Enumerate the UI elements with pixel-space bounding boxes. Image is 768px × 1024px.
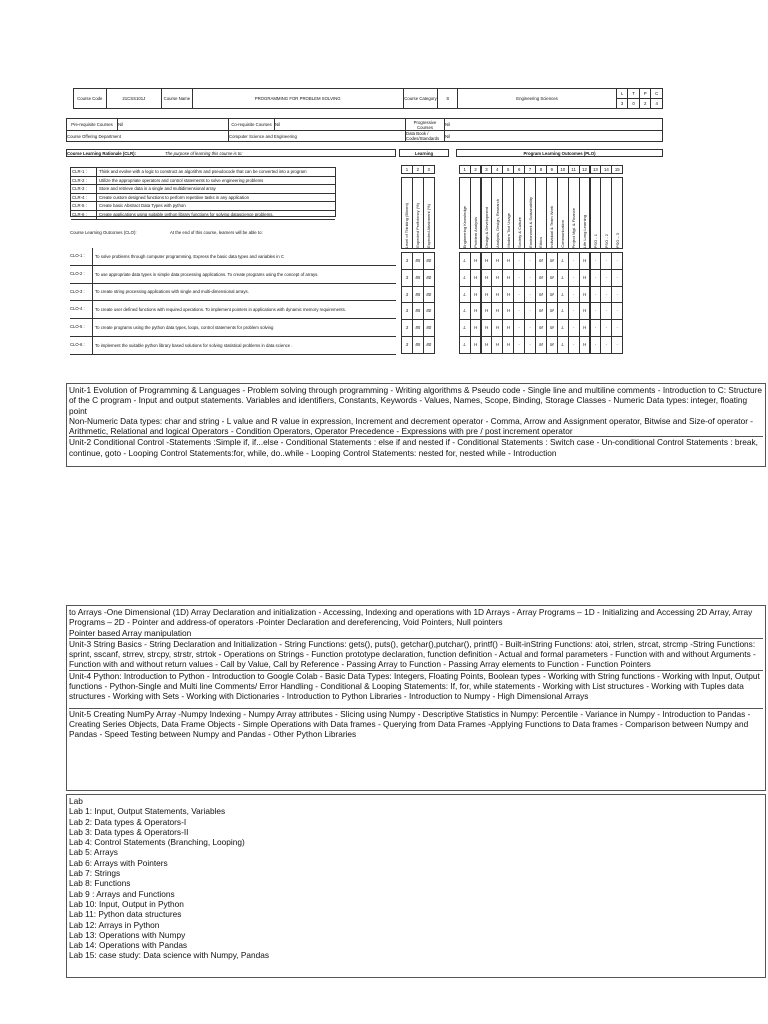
clr-text: Utilize the appropriate operators and control statements to solve engineering problems [99, 177, 264, 183]
clo-id: CLO-4 : [70, 301, 93, 318]
plo-value: - [590, 336, 602, 354]
learning-value: 3 [401, 319, 413, 337]
plo-value: M [546, 252, 558, 270]
lab-item: Lab 9 : Arrays and Functions [69, 888, 175, 899]
plo-value: - [513, 252, 525, 270]
clo-id: CLO-1 : [70, 248, 93, 265]
plo-value: H [491, 252, 503, 270]
clo-text: To solve problems through computer programming. Express the basic data types and variables in C [95, 253, 284, 259]
plo-value: M [535, 286, 547, 304]
clo-row [70, 337, 396, 355]
lab-item: Lab 1: Input, Output Statements, Variables [69, 806, 226, 817]
plo-value: M [535, 336, 547, 354]
learning-header: Learning [399, 149, 449, 157]
unit-4-text: Unit-4 Python: Introduction to Python - Introduction to Google Colab - Basic Data Types: Integers, Floating Points, Boolean types - Working with String functions - Working with Input, Output functions - Python-Single and Multi line Comments/ Error Handling - Conditional & Looping Statements: If, for, while statements - Working with List structures - Working with Tuples data structures - Working with Sets - Working with Dictionaries - Introduction to Python Libraries - Introduction to Numpy - High Dimensional Arrays [69, 670, 763, 702]
plo-value: - [611, 252, 623, 270]
plo-value: L [557, 252, 569, 270]
lab-item: Lab 3: Data types & Operators-II [69, 826, 189, 837]
plo-value: H [491, 336, 503, 354]
clo-id: CLO-5 : [70, 319, 93, 336]
plo-value: - [590, 269, 602, 287]
plo-value: - [524, 319, 536, 337]
plo-value: H [579, 302, 591, 320]
plo-value: - [568, 302, 580, 320]
lab-item: Lab 13: Operations with Numpy [69, 929, 186, 940]
clr-text: Think and evolve with a logic to construct an algorithm and pseudocode that can be converted into a program [99, 169, 307, 174]
plo-value: H [491, 286, 503, 304]
databook-label: Data Book / Codes/Standards [406, 131, 445, 142]
course-category-label: Course Category [403, 89, 438, 109]
plo-value: L [557, 319, 569, 337]
unit-2-tail-text: Pointer based Array manipulation [69, 627, 192, 638]
offering-department-value: Computer Science and Engineering [229, 131, 406, 142]
plo-heading-text: Life Long Learning [582, 214, 588, 248]
plo-col-number: 15 [611, 165, 623, 174]
databook-value: Nil [445, 131, 663, 142]
progressive-label: Progressive Courses [406, 119, 445, 131]
plo-value: M [535, 252, 547, 270]
plo-value: H [481, 302, 493, 320]
coreq-value: Nil [275, 119, 406, 131]
progressive-value: Nil [445, 119, 663, 131]
lab-item: Lab 5: Arrays [69, 847, 118, 858]
plo-value: L [459, 336, 471, 354]
plo-value: - [524, 336, 536, 354]
plo-col-number: 12 [579, 165, 591, 174]
unit-2-continued-text: to Arrays -One Dimensional (1D) Array Declaration and initialization - Accessing, Indexing and operations with 1D Arrays - Array Programs – 1D - Initializing and Accessing 2D Array, Array Programs – 2D - Pointer and address-of operators -Pointer Declaration and dereferencing, Void Pointers, Null pointers [69, 607, 753, 628]
clr-row [71, 168, 335, 177]
plo-value: - [600, 319, 612, 337]
plo-heading-text: Communication [560, 220, 566, 248]
lab-item: Lab 4: Control Statements (Branching, Looping) [69, 837, 245, 848]
plo-value: - [600, 252, 612, 270]
plo-value: M [546, 319, 558, 337]
clo-label-row [70, 230, 290, 235]
clr-text: Create applications using suitable python library functions for solving datascience problems. [99, 211, 274, 217]
clr-text: Create custom designed functions to perform repetitive tasks in any application [99, 194, 249, 200]
plo-value: - [590, 252, 602, 270]
plo-value: - [513, 286, 525, 304]
plo-col-number: 3 [481, 165, 493, 174]
plo-heading-text: PSO – 3 [614, 232, 620, 248]
plo-value: L [459, 269, 471, 287]
plo-value: L [557, 269, 569, 287]
clr-id: CLR-5 : [71, 202, 97, 210]
course-header-table [73, 88, 663, 109]
unit-1-continued-text: Non-Numeric Data types: char and string - L value and R value in expression, Increment and decrement operator - Comma, Arrow and Assignment operator, Bitwise and Size-of operator - Arithmetic, Relational and logical Operators - Condition Operators, Operator Precedence - Expressions with pre / post increment operator [69, 415, 754, 437]
plo-heading-text: Design & Development [483, 207, 489, 248]
clr-row [71, 177, 335, 186]
learning-value: 80 [423, 286, 435, 304]
plo-heading-text: PSO - 2 [603, 233, 609, 248]
plo-value: H [481, 286, 493, 304]
plo-heading-text: Problem Analysis [473, 217, 479, 248]
course-code-label: Course Code [74, 89, 107, 109]
learning-col-number: 2 [412, 165, 424, 174]
plo-value: - [611, 336, 623, 354]
plo-heading-text: Environment & Sustainability [527, 197, 533, 248]
plo-value: - [590, 302, 602, 320]
plo-value: - [611, 319, 623, 337]
clo-row [70, 301, 396, 319]
plo-col-number: 10 [557, 165, 569, 174]
ltpc-value-p: 2 [639, 99, 651, 109]
plo-value: M [546, 269, 558, 287]
plo-col-number: 1 [459, 165, 471, 174]
lab-item: Lab 10: Input, Output in Python [69, 898, 184, 909]
learning-value: 85 [412, 286, 424, 304]
plo-value: L [459, 252, 471, 270]
plo-heading-text: Engineering Knowledge [462, 205, 468, 248]
lab-title: Lab [69, 796, 83, 806]
plo-value: - [611, 286, 623, 304]
lab-item: Lab 11: Python data structures [69, 909, 182, 920]
clr-rationale-header [66, 149, 396, 157]
plo-value: - [568, 336, 580, 354]
lab-list-box [66, 794, 766, 978]
plo-value: - [611, 269, 623, 287]
clr-rationale-label: Course Learning Rationale (CLR): [67, 151, 136, 156]
plo-col-number: 7 [524, 165, 536, 174]
learning-col-heading [423, 177, 435, 249]
plo-value: - [611, 302, 623, 320]
lab-item: Lab 8: Functions [69, 878, 131, 889]
clr-id: CLR-1 : [71, 168, 97, 176]
plo-value: M [535, 302, 547, 320]
lab-item: Lab 7: Strings [69, 868, 121, 879]
plo-value: H [502, 336, 514, 354]
plo-value: H [579, 336, 591, 354]
ltpc-label-t: T [628, 89, 640, 99]
plo-value: H [579, 286, 591, 304]
prereq-value: Nil [118, 119, 229, 131]
plo-value: H [470, 252, 482, 270]
lab-item: Lab 6: Arrays with Pointers [69, 857, 168, 868]
ltpc-value-l: 3 [616, 99, 628, 109]
clo-text: To create user defined functions with required operations. To implement pointers in applications with dynamic memory requirements. [95, 307, 346, 313]
learning-value: 3 [401, 302, 413, 320]
clr-list [70, 167, 336, 217]
clo-text: To implement the suitable python library based solutions for solving statistical problems in data science . [95, 342, 293, 348]
learning-value: 80 [423, 269, 435, 287]
clo-text-list [70, 248, 396, 355]
learning-value: 3 [401, 252, 413, 270]
clo-value-row [399, 319, 664, 336]
plo-value: H [502, 269, 514, 287]
lab-item: Lab 12: Arrays in Python [69, 919, 160, 930]
learning-heading-text: Expected Proficiency (%) [415, 203, 421, 248]
plo-value: H [481, 319, 493, 337]
ltpc-label-l: L [616, 89, 628, 99]
plo-value: H [502, 286, 514, 304]
learning-value: 85 [412, 269, 424, 287]
ltpc-value-c: 4 [651, 99, 663, 109]
plo-col-number: 2 [470, 165, 482, 174]
plo-col-number: 11 [568, 165, 580, 174]
plo-col-number: 5 [502, 165, 514, 174]
offering-department-label: Course Offering Department [67, 131, 229, 142]
clo-value-row [399, 336, 664, 353]
plo-value: H [481, 336, 493, 354]
plo-value: H [491, 269, 503, 287]
plo-value: L [557, 302, 569, 320]
clr-rationale-text: The purpose of learning this course is to: [165, 151, 243, 156]
coreq-label: Co-requisite Courses [229, 119, 275, 131]
clr-id: CLR-6 : [71, 211, 97, 219]
clo-label: Course Learning Outcomes (CLO): [70, 230, 137, 235]
plo-value: L [557, 336, 569, 354]
plo-value: M [546, 336, 558, 354]
clr-row [71, 194, 335, 203]
learning-heading-text: Level of Thinking (Bloom) [404, 202, 410, 248]
clo-value-row [399, 302, 664, 319]
plo-heading-text: PSO - 1 [592, 233, 598, 248]
category-name: Engineering Sciences [458, 89, 617, 109]
clr-row [71, 211, 335, 220]
clo-value-row [399, 252, 664, 269]
plo-value: H [470, 319, 482, 337]
learning-value: 80 [423, 252, 435, 270]
plo-value: H [470, 286, 482, 304]
plo-value: - [513, 302, 525, 320]
clo-value-row [399, 286, 664, 303]
learning-value: 85 [412, 319, 424, 337]
clr-text: Store and retrieve data in a single and multidimensional array [99, 186, 216, 192]
plo-heading-text: Individual & Team Work [549, 206, 555, 248]
plo-col-heading [611, 177, 623, 249]
clr-id: CLR-2 : [71, 177, 97, 185]
learning-value: 85 [412, 252, 424, 270]
course-name: PROGRAMMING FOR PROBLEM SOLVING [192, 89, 403, 109]
plo-heading-text: Ethics [538, 237, 544, 248]
plo-heading-text: Project Mgt. & Finance [571, 207, 577, 248]
plo-value: - [568, 286, 580, 304]
learning-value: 80 [423, 319, 435, 337]
clo-text: To create programs using the python data types, loops, control statements for problem solving [95, 325, 274, 331]
learning-value: 3 [401, 336, 413, 354]
learning-col-number: 1 [401, 165, 413, 174]
course-code: 21CSS101J [106, 89, 162, 109]
learning-value: 80 [423, 302, 435, 320]
plo-value: M [535, 269, 547, 287]
clo-value-row [399, 269, 664, 286]
plo-value: - [600, 286, 612, 304]
plo-col-number: 6 [513, 165, 525, 174]
prereq-label: Pre-requisite Courses [67, 119, 118, 131]
plo-value: - [524, 252, 536, 270]
plo-value: H [579, 252, 591, 270]
clo-row [70, 248, 396, 266]
plo-value: H [579, 269, 591, 287]
clr-text: Create basic Abstract Data Types with python [99, 203, 186, 209]
plo-value: - [600, 269, 612, 287]
plo-value: H [481, 269, 493, 287]
plo-value: - [568, 319, 580, 337]
clo-id: CLO-6 : [70, 337, 93, 354]
plo-value: L [459, 319, 471, 337]
plo-value: H [502, 252, 514, 270]
plo-value: - [524, 302, 536, 320]
ltpc-label-c: C [651, 89, 663, 99]
plo-value: H [502, 302, 514, 320]
clo-text: To create string processing applications with single and multi-dimensional arrays. [95, 289, 249, 295]
learning-plo-grid [399, 165, 664, 353]
unit-1-text: Unit-1 Evolution of Programming & Languages - Problem solving through programming - Writing algorithms & Pseudo code - Single line and multiline comments - Introduction to C: Structure of the C program - Input and output statements. Variables and identifiers, Constants, Keywords - Values, Names, Scope, Binding, Storage Classes - Numeric Data types: integer, floating point [69, 385, 762, 416]
learning-value: 3 [401, 286, 413, 304]
plo-value: - [524, 269, 536, 287]
clo-id: CLO-2 : [70, 266, 93, 283]
course-name-label: Course Name [162, 89, 192, 109]
plo-value: H [481, 252, 493, 270]
unit-5-text: Unit-5 Creating NumPy Array -Numpy Indexing - Numpy Array attributes - Slicing using Numpy - Descriptive Statistics in Numpy: Percentile - Variance in Numpy - Introduction to Pandas - Creating Series Objects, Data Frame Objects - Simple Operations with Data frames - Querying from Data Frames -Applying Functions to Data frames - Comparison between Numpy and Pandas - Speed Testing between Numpy and Pandas - Other Python Libraries [69, 708, 763, 740]
lab-item: Lab 15: case study: Data science with Numpy, Pandas [69, 950, 270, 961]
plo-col-number: 8 [535, 165, 547, 174]
plo-heading-text: Analysis, Design, Research [494, 199, 500, 248]
plo-heading-text: Modern Tool Usage [505, 213, 511, 248]
syllabus-units-top [66, 383, 766, 467]
clr-row [71, 185, 335, 194]
plo-value: H [579, 319, 591, 337]
plo-value: H [470, 336, 482, 354]
plo-value: - [568, 269, 580, 287]
plo-header: Program Learning Outcomes (PLO) [456, 149, 663, 157]
lab-item: Lab 2: Data types & Operators-I [69, 816, 187, 827]
plo-value: L [557, 286, 569, 304]
clr-id: CLR-3 : [71, 185, 97, 193]
learning-value: 85 [412, 336, 424, 354]
learning-value: 85 [412, 302, 424, 320]
clo-row [70, 284, 396, 302]
plo-value: M [546, 302, 558, 320]
clo-intro: At the end of this course, learners will be able to: [170, 230, 263, 235]
lab-item: Lab 14: Operations with Pandas [69, 940, 188, 951]
plo-value: - [513, 319, 525, 337]
plo-value: - [600, 336, 612, 354]
learning-value: 3 [401, 269, 413, 287]
plo-col-number: 9 [546, 165, 558, 174]
clr-id: CLR-4 : [71, 194, 97, 202]
plo-value: - [590, 286, 602, 304]
plo-value: H [502, 319, 514, 337]
plo-value: H [470, 269, 482, 287]
unit-2-text: Unit-2 Conditional Control -Statements :Simple if, if...else - Conditional Statements : else if and nested if - Conditional Statements : Switch case - Un-conditional Control Statements : break, continue, goto - Looping Control Statements:for, while, do..while - Looping Control Statements: nested for, nested while - Introduction [69, 436, 763, 458]
ltpc-label-p: P [639, 89, 651, 99]
plo-value: H [470, 302, 482, 320]
ltpc-value-t: 0 [628, 99, 640, 109]
plo-value: - [568, 252, 580, 270]
unit-3-text: Unit-3 String Basics - String Declaration and Initialization - String Functions: gets(), puts(), getchar(),putchar(), printf() - Built-inString Functions: atoi, strlen, strcat, strcmp -String Functions: sprint, sscanf, strrev, strcpy, strstr, strtok - Operations on Strings - Function prototype declaration, function definition - Actual and formal parameters - Function with and without Arguments - Function with and without return values - Call by Value, Call by Reference - Passing Array to Function - Passing Array elements to Function - Function Pointers [69, 638, 763, 670]
plo-value: L [459, 286, 471, 304]
plo-value: - [590, 319, 602, 337]
plo-value: - [513, 336, 525, 354]
clo-text: To use appropriate data types in simple data processing applications. To create programs using the concept of arrays. [95, 271, 319, 277]
plo-value: H [491, 319, 503, 337]
plo-value: L [459, 302, 471, 320]
plo-value: M [535, 319, 547, 337]
clr-row [71, 202, 335, 211]
clo-row [70, 266, 396, 284]
plo-value: H [491, 302, 503, 320]
category-code: S [438, 89, 458, 109]
plo-col-number: 4 [491, 165, 503, 174]
plo-value: - [600, 302, 612, 320]
plo-col-number: 14 [600, 165, 612, 174]
plo-value: M [546, 286, 558, 304]
learning-heading-text: Expected Attainment (%) [426, 203, 432, 248]
learning-value: 80 [423, 336, 435, 354]
learning-col-number: 3 [423, 165, 435, 174]
plo-value: - [513, 269, 525, 287]
plo-col-number: 13 [590, 165, 602, 174]
prerequisite-table [66, 118, 663, 142]
clo-row [70, 319, 396, 337]
plo-value: - [524, 286, 536, 304]
plo-heading-text: Society & Culture [516, 217, 522, 248]
clo-id: CLO-3 : [70, 284, 93, 301]
syllabus-units-bottom [66, 605, 766, 791]
